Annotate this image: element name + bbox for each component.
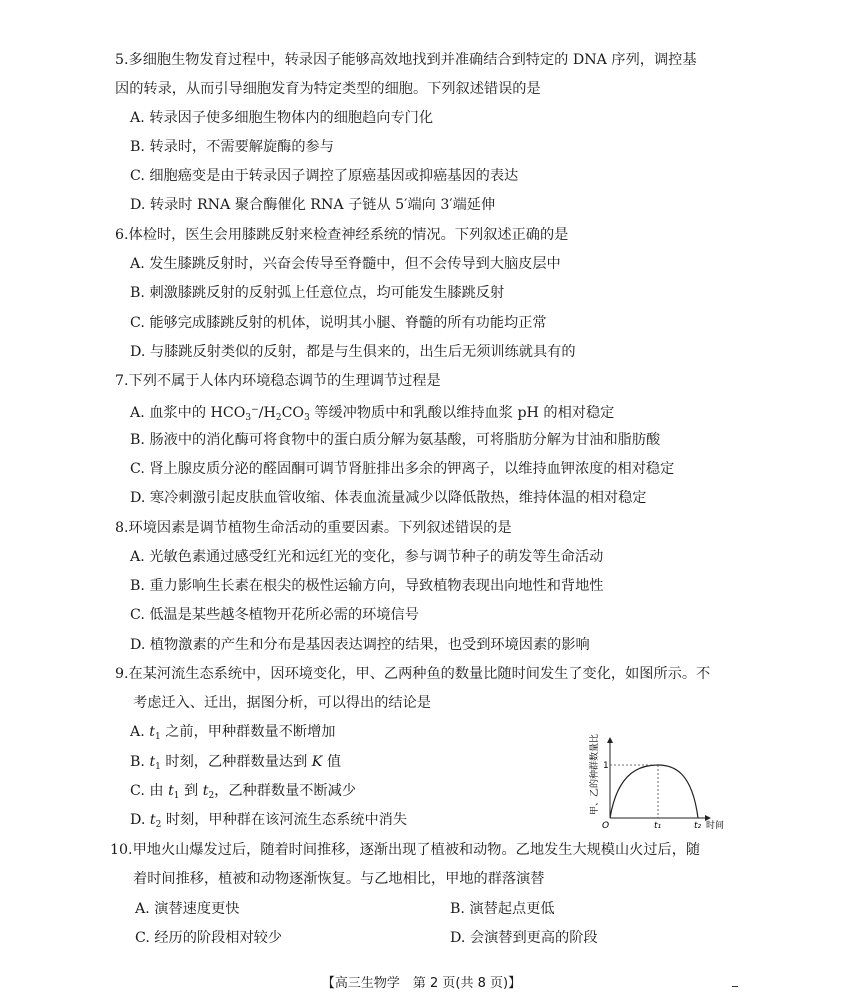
q9-stem-line2: 考虑迁入、迁出，据图分析，可以得出的结论是 (133, 695, 431, 711)
q9-option-c: C. 由 $t_1$ 到 $t_2$，乙种群数量不断减少 (130, 783, 357, 801)
q9-figure-svg (582, 720, 732, 830)
q9-figure-origin: O (602, 821, 610, 830)
q7-option-d: D. 寒冷刺激引起皮肤血管收缩、体表血流量减少以降低散热，维持体温的相对稳定 (130, 490, 647, 506)
q6-option-d: D. 与膝跳反射类似的反射，都是与生俱来的，出生后无须训练就具有的 (130, 344, 576, 360)
q9-option-d: D. $t_2$ 时刻，甲种群在该河流生态系统中消失 (130, 812, 408, 830)
q10-option-c: C. 经历的阶段相对较少 (135, 930, 283, 946)
q5-stem-line1: 5.多细胞生物发育过程中，转录因子能够高效地找到并准确结合到特定的 DNA 序列，调控基 (115, 52, 697, 68)
q7-option-c: C. 肾上腺皮质分泌的醛固酮可调节肾脏排出多余的钾离子，以维持血钾浓度的相对稳定 (130, 461, 675, 477)
q8-stem: 8.环境因素是调节植物生命活动的重要因素。下列叙述错误的是 (115, 520, 512, 536)
q10-option-b: B. 演替起点更低 (450, 901, 555, 917)
q9-figure-t1: t₁ (654, 821, 662, 830)
q8-option-b: B. 重力影响生长素在根尖的极性运输方向，导致植物表现出向地性和背地性 (130, 578, 604, 594)
q5-stem-line2: 因的转录，从而引导细胞发育为特定类型的细胞。下列叙述错误的是 (115, 81, 541, 97)
page-footer: 【高三生物学 第 2 页(共 8 页)】 (321, 976, 522, 991)
q9-figure-ylabel: 甲、乙的种群数量比 (590, 733, 600, 815)
q6-stem: 6.体检时，医生会用膝跳反射来检查神经系统的情况。下列叙述正确的是 (115, 227, 569, 243)
q8-option-c: C. 低温是某些越冬植物开花所必需的环境信号 (130, 607, 419, 623)
q7-option-a: A. 血浆中的 $HCO_3^-/H_2CO_3$ 等缓冲物质中和乳酸以维持血浆 pH 的相对稳定 (130, 405, 615, 423)
q10-option-d: D. 会演替到更高的阶段 (450, 930, 598, 946)
q8-option-a: A. 光敏色素通过感受红光和远红光的变化，参与调节种子的萌发等生命活动 (130, 549, 604, 565)
q10-stem-line1: 10.甲地火山爆发过后，随着时间推移，逐渐出现了植被和动物。乙地发生大规模山火过后，随 (110, 842, 701, 858)
q7-stem: 7.下列不属于人体内环境稳态调节的生理调节过程是 (115, 373, 441, 389)
q9-population-ratio-figure (582, 720, 732, 830)
q9-figure-ytick: 1 (603, 761, 609, 771)
q10-stem-line2: 着时间推移，植被和动物逐渐恢复。与乙地相比，甲地的群落演替 (133, 871, 545, 887)
q9-figure-curve (610, 765, 698, 818)
q5-option-b: B. 转录时，不需要解旋酶的参与 (130, 139, 334, 155)
q9-figure-xlabel: 时间 (706, 821, 725, 830)
q9-option-b: B. $t_1$ 时刻，乙种群数量达到 K 值 (130, 754, 342, 772)
q5-option-c: C. 细胞癌变是由于转录因子调控了原癌基因或抑癌基因的表达 (130, 168, 519, 184)
q10-option-a: A. 演替速度更快 (135, 901, 240, 917)
q6-option-c: C. 能够完成膝跳反射的机体，说明其小腿、脊髓的所有功能均正常 (130, 315, 547, 331)
q5-option-d: D. 转录时 RNA 聚合酶催化 RNA 子链从 5′端向 3′端延伸 (130, 197, 496, 213)
corner-mark (732, 986, 738, 987)
q9-stem-line1: 9.在某河流生态系统中，因环境变化，甲、乙两种鱼的数量比随时间发生了变化，如图所示。不 (115, 666, 711, 682)
q6-option-a: A. 发生膝跳反射时，兴奋会传导至脊髓中，但不会传导到大脑皮层中 (130, 256, 561, 272)
q9-figure-t2: t₂ (694, 821, 702, 830)
q8-option-d: D. 植物激素的产生和分布是基因表达调控的结果，也受到环境因素的影响 (130, 637, 590, 653)
q6-option-b: B. 刺激膝跳反射的反射弧上任意位点，均可能发生膝跳反射 (130, 285, 505, 301)
q7-option-b: B. 肠液中的消化酶可将食物中的蛋白质分解为氨基酸，可将脂肪分解为甘油和脂肪酸 (130, 432, 661, 448)
q5-option-a: A. 转录因子使多细胞生物体内的细胞趋向专门化 (130, 110, 434, 126)
q9-option-a: A. $t_1$ 之前，甲种群数量不断增加 (130, 724, 336, 742)
